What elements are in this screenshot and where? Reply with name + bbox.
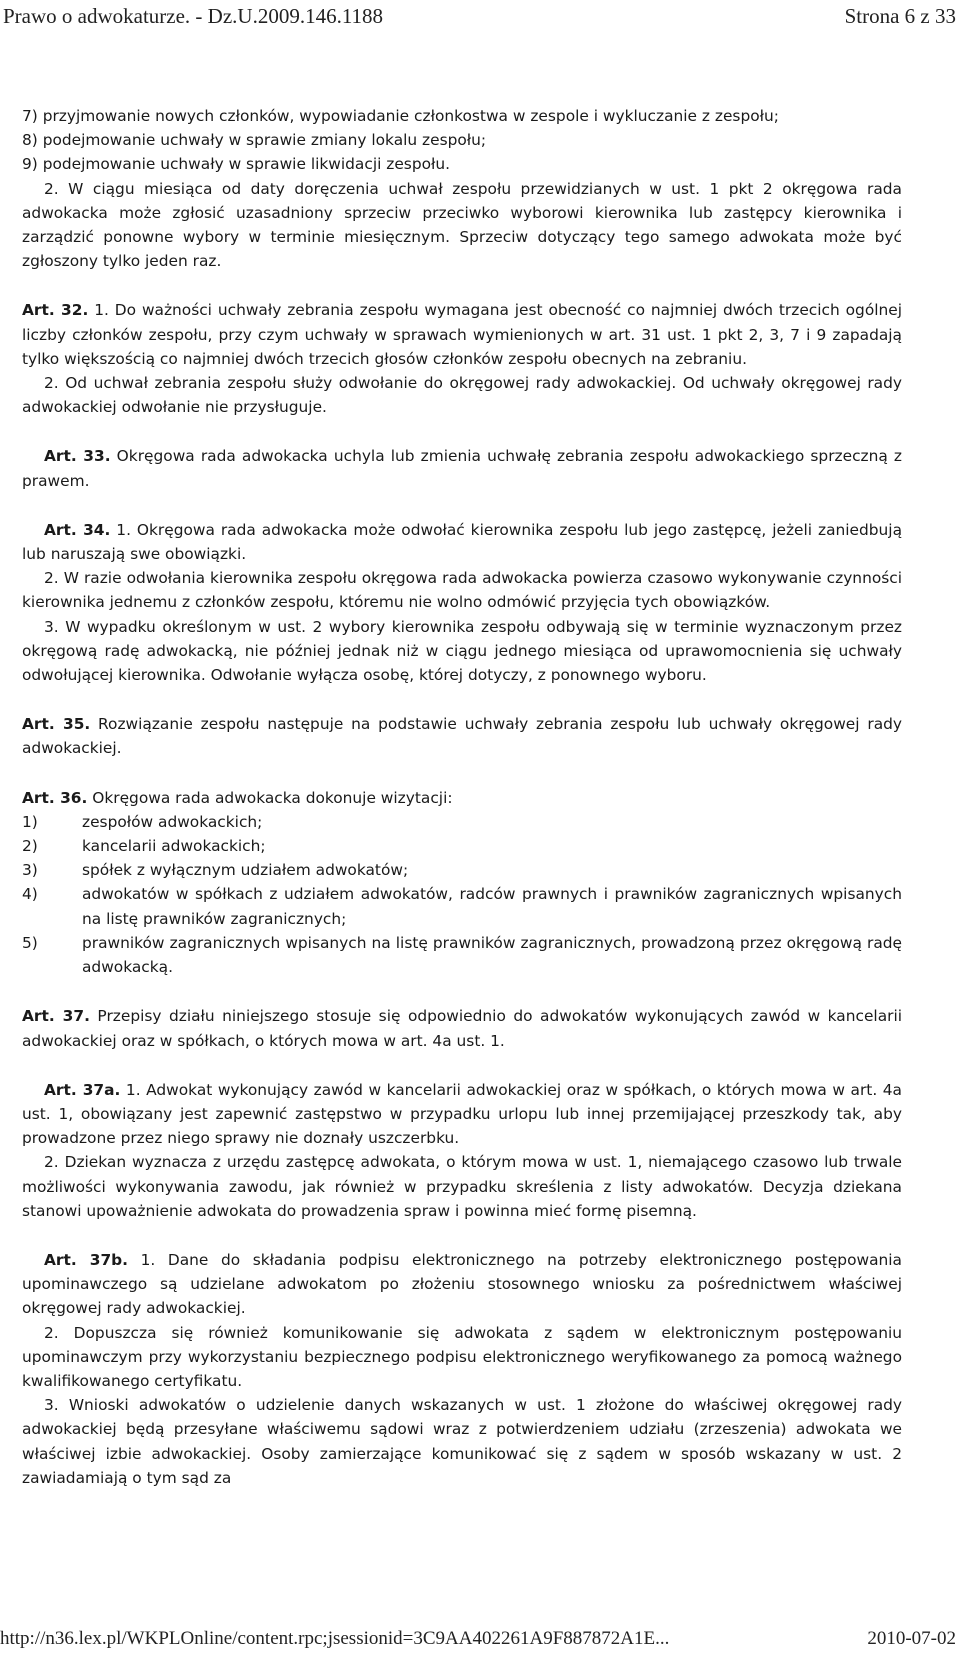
list-item: 9) podejmowanie uchwały w sprawie likwidacji zespołu. [22,155,451,174]
paragraph: 3. Wnioski adwokatów o udzielenie danych wskazanych w ust. 1 złożone do właściwej okręgowej rady adwokackiej będą przesyłane właściwemu sądowi wraz z potwierdzeniem udziału (zrzeszenia) adwokata we właściwej izbie adwokackiej. Osoby zamierzające komunikować się z sądem w sposób wskazany w ust. 2 zawiadamiają o tym sąd za [22,1396,902,1487]
list-number: 3) [22,861,38,880]
article-34 [22,518,902,566]
paragraph-text: Przepisy działu niniejszego stosuje się odpowiednio do adwokatów wykonujących zawód w kancelarii adwokackiej oraz w spółkach, o których mowa w art. 4a ust. 1. [22,1007,903,1050]
list-number: 4) [22,885,38,904]
paragraph: 3. W wypadku określonym w ust. 2 wybory kierownika zespołu odbywają się w terminie wyznaczonym przez okręgową radę adwokacką, nie później jednak niż w ciągu jednego miesiąca od uprawomocnienia się uchwały odwołującej kierownika. Odwołanie wyłącza osobę, której dotyczy, z ponownego wyboru. [22,617,902,685]
list-number: 1) [22,812,38,831]
paragraph: 2. Dopuszcza się również komunikowanie się adwokata z sądem w elektronicznym postępowaniu upominawczym przy wykorzystaniu bezpiecznego podpisu elektronicznego weryfikowanego za pomocą ważnego kwalifikowanego certyfikatu. [22,1323,902,1390]
article-label: Art. 37. [22,1007,90,1026]
list-number: 5) [22,933,38,952]
list-number: 2) [22,837,38,856]
page-footer [0,1624,960,1654]
paragraph: 2. Dziekan wyznacza z urzędu zastępcę adwokata, o którym mowa w ust. 1, niemającego czasowo lub trwale możliwości wykonywania zawodu, jak również w przypadku skreślenia z listy adwokatów. Decyzja dziekana stanowi upoważnienie adwokata do prowadzenia spraw i powinna mieć formę pisemną. [22,1153,902,1220]
page-number: Strona 6 z 33 [844,4,956,28]
list-item [22,834,902,858]
article-label: Art. 33. [44,447,111,466]
page-header [0,0,960,34]
article-37 [22,1004,902,1052]
print-date: 2010-07-02 [867,1628,956,1649]
paragraph-text: 1. Do ważności uchwały zebrania zespołu wymagana jest obecność co najmniej dwóch trzecich ogólnej liczby członków zespołu, przy czym uchwały w sprawach wymienionych w art. 31 ust. 1 pkt 2, 3, 7 i 9 zapadają tylko większością co najmniej dwóch trzecich głosów członków zespołu obecnych na zebraniu. [22,301,903,368]
article-label: Art. 36. [22,788,88,807]
document-body [22,104,902,1490]
source-url: http://n36.lex.pl/WKPLOnline/content.rpc;jsessionid=3C9AA402261A9F887872A1E... [0,1628,670,1649]
list-item: 7) przyjmowanie nowych członków, wypowiadanie członkostwa w zespole i wykluczanie z zespołu; [22,107,779,125]
list-text: spółek z wyłącznym udziałem adwokatów; [82,861,409,880]
paragraph: 2. W razie odwołania kierownika zespołu okręgowa rada adwokacka powierza czasowo wykonywanie czynności kierownika jednemu z członków zespołu, któremu nie wolno odmówić przyjęcia tych obowiązków. [22,569,902,612]
article-label: Art. 32. [22,301,89,320]
list-text: kancelarii adwokackich; [82,837,266,856]
list-item: 8) podejmowanie uchwały w sprawie zmiany lokalu zespołu; [22,131,487,150]
paragraph-text: Okręgowa rada adwokacka dokonuje wizytacji: [87,788,453,807]
paragraph-text: 1. Okręgowa rada adwokacka może odwołać kierownika zespołu lub jego zastępcę, jeżeli zaniedbują lub naruszają swe obowiązki. [22,520,903,564]
article-37b [22,1248,902,1321]
paragraph: 2. Od uchwał zebrania zespołu służy odwołanie do okręgowej rady adwokackiej. Od uchwały okręgowej rady adwokackiej odwołanie nie przysługuje. [22,374,902,417]
paragraph-text: 1. Dane do składania podpisu elektronicznego na potrzeby elektronicznego postępowania upominawczego są udzielane adwokatom po złożeniu stosownego wniosku za pośrednictwem właściwej okręgowej rady adwokackiej. [22,1250,902,1318]
list-item [22,810,902,834]
paragraph-text: 1. Adwokat wykonujący zawód w kancelarii adwokackiej oraz w spółkach, o których mowa w art. 4a ust. 1, obowiązany jest zapewnić zastępstwo w przypadku urlopu lub innej przemijającej przeszkody tak, aby prowadzone przez niego sprawy nie doznały uszczerbku. [22,1080,902,1148]
article-36 [22,786,902,810]
list-item [22,882,902,930]
article-label: Art. 37a. [44,1080,121,1099]
paragraph-text: Rozwiązanie zespołu następuje na podstawie uchwały zebrania zespołu lub uchwały okręgowej rady adwokackiej. [22,715,903,758]
article-label: Art. 35. [22,715,91,734]
article-37a [22,1078,902,1151]
list-item [22,931,902,979]
list-text: prawników zagranicznych wpisanych na listę prawników zagranicznych, prowadzoną przez okręgową radę adwokacką. [82,933,902,977]
article-33 [22,444,902,492]
list-item [22,858,902,882]
list-text: adwokatów w spółkach z udziałem adwokatów, radców prawnych i prawników zagranicznych wpisanych na listę prawników zagranicznych; [82,885,902,928]
document-title: Prawo o adwokaturze. - Dz.U.2009.146.1188 [3,4,384,28]
list-text: zespołów adwokackich; [82,812,263,831]
article-35 [22,712,902,760]
article-32 [22,298,902,371]
article-label: Art. 37b. [44,1250,129,1269]
article-label: Art. 34. [44,520,111,539]
paragraph-text: Okręgowa rada adwokacka uchyla lub zmienia uchwałę zebrania zespołu adwokackiego sprzeczną z prawem. [22,447,903,490]
paragraph: 2. W ciągu miesiąca od daty doręczenia uchwał zespołu przewidzianych w ust. 1 pkt 2 okręgowa rada adwokacka może zgłosić uzasadniony sprzeciw przeciwko wyborowi kierownika lub zastępcy kierownika i zarządzić ponowne wybory w terminie miesięcznym. Sprzeciw dotyczący tego samego adwokata może być zgłoszony tylko jeden raz. [22,179,902,271]
